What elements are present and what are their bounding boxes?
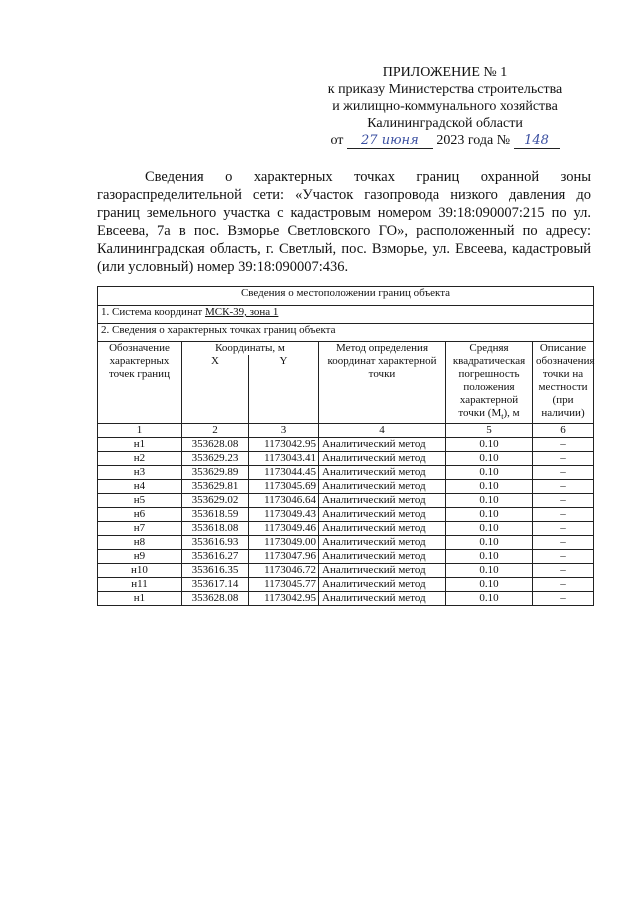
x-cell: 353617.14 <box>182 578 249 592</box>
header-x: X <box>182 355 249 423</box>
table-row <box>98 522 594 536</box>
table-row <box>98 508 594 522</box>
table-row <box>98 494 594 508</box>
table-title: Сведения о местоположении границ объекта <box>98 287 594 306</box>
table-body <box>98 438 594 606</box>
column-number: 4 <box>319 424 446 438</box>
column-number: 2 <box>182 424 249 438</box>
y-cell: 1173042.95 <box>249 592 319 606</box>
x-cell: 353616.27 <box>182 550 249 564</box>
table-row <box>98 536 594 550</box>
method-cell: Аналитический метод <box>319 508 446 522</box>
description-cell: – <box>533 438 594 452</box>
table-row <box>98 466 594 480</box>
method-cell: Аналитический метод <box>319 578 446 592</box>
method-cell: Аналитический метод <box>319 550 446 564</box>
point-cell: н1 <box>98 438 182 452</box>
point-cell: н8 <box>98 536 182 550</box>
precision-cell: 0.10 <box>446 494 533 508</box>
coordinate-system-label: 1. Система координат <box>101 306 205 318</box>
y-cell: 1173042.95 <box>249 438 319 452</box>
description-cell: – <box>533 550 594 564</box>
point-cell: н10 <box>98 564 182 578</box>
table-row <box>98 592 594 606</box>
description-cell: – <box>533 536 594 550</box>
method-cell: Аналитический метод <box>319 536 446 550</box>
appendix-region-line: Калининградской области <box>367 116 523 131</box>
header-precision-text: Средняя квадратическая погрешность положения характерной точки (M <box>452 342 526 419</box>
appendix-header <box>300 64 590 149</box>
description-cell: – <box>533 522 594 536</box>
y-cell: 1173049.46 <box>249 522 319 536</box>
y-cell: 1173049.43 <box>249 508 319 522</box>
x-cell: 353629.81 <box>182 480 249 494</box>
column-number: 5 <box>446 424 533 438</box>
point-cell: н6 <box>98 508 182 522</box>
point-cell: н2 <box>98 452 182 466</box>
header-coordinates: Координаты, м <box>182 342 319 356</box>
y-cell: 1173047.96 <box>249 550 319 564</box>
y-cell: 1173049.00 <box>249 536 319 550</box>
intro-paragraph: Сведения о характерных точках границ охранной зоны газораспределительной сети: «Участок газопровода низкого давления до границ земельного участка с кадастровым номером 39:18:090007:215 по ул. Евсеева, 7а в пос. Взморье Светловского ГО», расположенный по адресу: Калининградская область, г. Светлый, пос. Взморье, ул. Евсеева, кадастровый (или условный) номер 39:18:090007:436. <box>97 169 591 275</box>
description-cell: – <box>533 508 594 522</box>
year-label: 2023 года № <box>436 133 511 148</box>
points-section-row: 2. Сведения о характерных точках границ объекта <box>98 324 594 342</box>
point-cell: н11 <box>98 578 182 592</box>
header-precision <box>446 342 533 424</box>
precision-cell: 0.10 <box>446 536 533 550</box>
point-cell: н4 <box>98 480 182 494</box>
method-cell: Аналитический метод <box>319 494 446 508</box>
precision-cell: 0.10 <box>446 466 533 480</box>
method-cell: Аналитический метод <box>319 592 446 606</box>
handwritten-number: 148 <box>514 134 560 149</box>
description-cell: – <box>533 494 594 508</box>
column-numbers-row <box>98 424 594 438</box>
precision-cell: 0.10 <box>446 508 533 522</box>
coordinate-system-row <box>98 306 594 324</box>
handwritten-date: 27 июня <box>347 134 433 149</box>
table-row <box>98 452 594 466</box>
appendix-order-line: к приказу Министерства строительства <box>327 82 563 97</box>
method-cell: Аналитический метод <box>319 522 446 536</box>
description-cell: – <box>533 466 594 480</box>
table-row <box>98 550 594 564</box>
method-cell: Аналитический метод <box>319 452 446 466</box>
point-cell: н9 <box>98 550 182 564</box>
y-cell: 1173045.69 <box>249 480 319 494</box>
table-row <box>98 480 594 494</box>
method-cell: Аналитический метод <box>319 564 446 578</box>
point-cell: н1 <box>98 592 182 606</box>
column-number: 1 <box>98 424 182 438</box>
precision-cell: 0.10 <box>446 592 533 606</box>
y-cell: 1173046.64 <box>249 494 319 508</box>
x-cell: 353628.08 <box>182 592 249 606</box>
method-cell: Аналитический метод <box>319 466 446 480</box>
description-cell: – <box>533 578 594 592</box>
appendix-date-line <box>300 132 590 149</box>
point-cell: н5 <box>98 494 182 508</box>
point-cell: н7 <box>98 522 182 536</box>
header-precision-sub: t <box>501 412 504 422</box>
x-cell: 353628.08 <box>182 438 249 452</box>
precision-cell: 0.10 <box>446 452 533 466</box>
table-row <box>98 564 594 578</box>
y-cell: 1173045.77 <box>249 578 319 592</box>
x-cell: 353629.02 <box>182 494 249 508</box>
header-method: Метод определения координат характерной точки <box>319 342 446 424</box>
precision-cell: 0.10 <box>446 480 533 494</box>
x-cell: 353616.93 <box>182 536 249 550</box>
method-cell: Аналитический метод <box>319 480 446 494</box>
y-cell: 1173044.45 <box>249 466 319 480</box>
x-cell: 353618.08 <box>182 522 249 536</box>
coordinate-system-value: МСК-39, зона 1 <box>204 306 279 318</box>
appendix-ministry-line: и жилищно-коммунального хозяйства <box>332 99 558 114</box>
appendix-title: ПРИЛОЖЕНИЕ № 1 <box>382 65 508 80</box>
boundary-table <box>97 286 594 606</box>
header-point: Обозначение характерных точек границ <box>98 342 182 424</box>
table-row <box>98 578 594 592</box>
header-description: Описание обозначения точки на местности (при наличии) <box>533 342 594 424</box>
method-cell: Аналитический метод <box>319 438 446 452</box>
table-row <box>98 438 594 452</box>
x-cell: 353629.89 <box>182 466 249 480</box>
x-cell: 353618.59 <box>182 508 249 522</box>
precision-cell: 0.10 <box>446 522 533 536</box>
description-cell: – <box>533 592 594 606</box>
precision-cell: 0.10 <box>446 550 533 564</box>
precision-cell: 0.10 <box>446 564 533 578</box>
x-cell: 353616.35 <box>182 564 249 578</box>
column-number: 6 <box>533 424 594 438</box>
description-cell: – <box>533 564 594 578</box>
header-y: Y <box>249 355 319 423</box>
precision-cell: 0.10 <box>446 438 533 452</box>
precision-cell: 0.10 <box>446 578 533 592</box>
y-cell: 1173043.41 <box>249 452 319 466</box>
x-cell: 353629.23 <box>182 452 249 466</box>
header-precision-end: ), м <box>503 407 520 419</box>
y-cell: 1173046.72 <box>249 564 319 578</box>
point-cell: н3 <box>98 466 182 480</box>
from-label: от <box>330 133 344 148</box>
description-cell: – <box>533 452 594 466</box>
column-number: 3 <box>249 424 319 438</box>
description-cell: – <box>533 480 594 494</box>
